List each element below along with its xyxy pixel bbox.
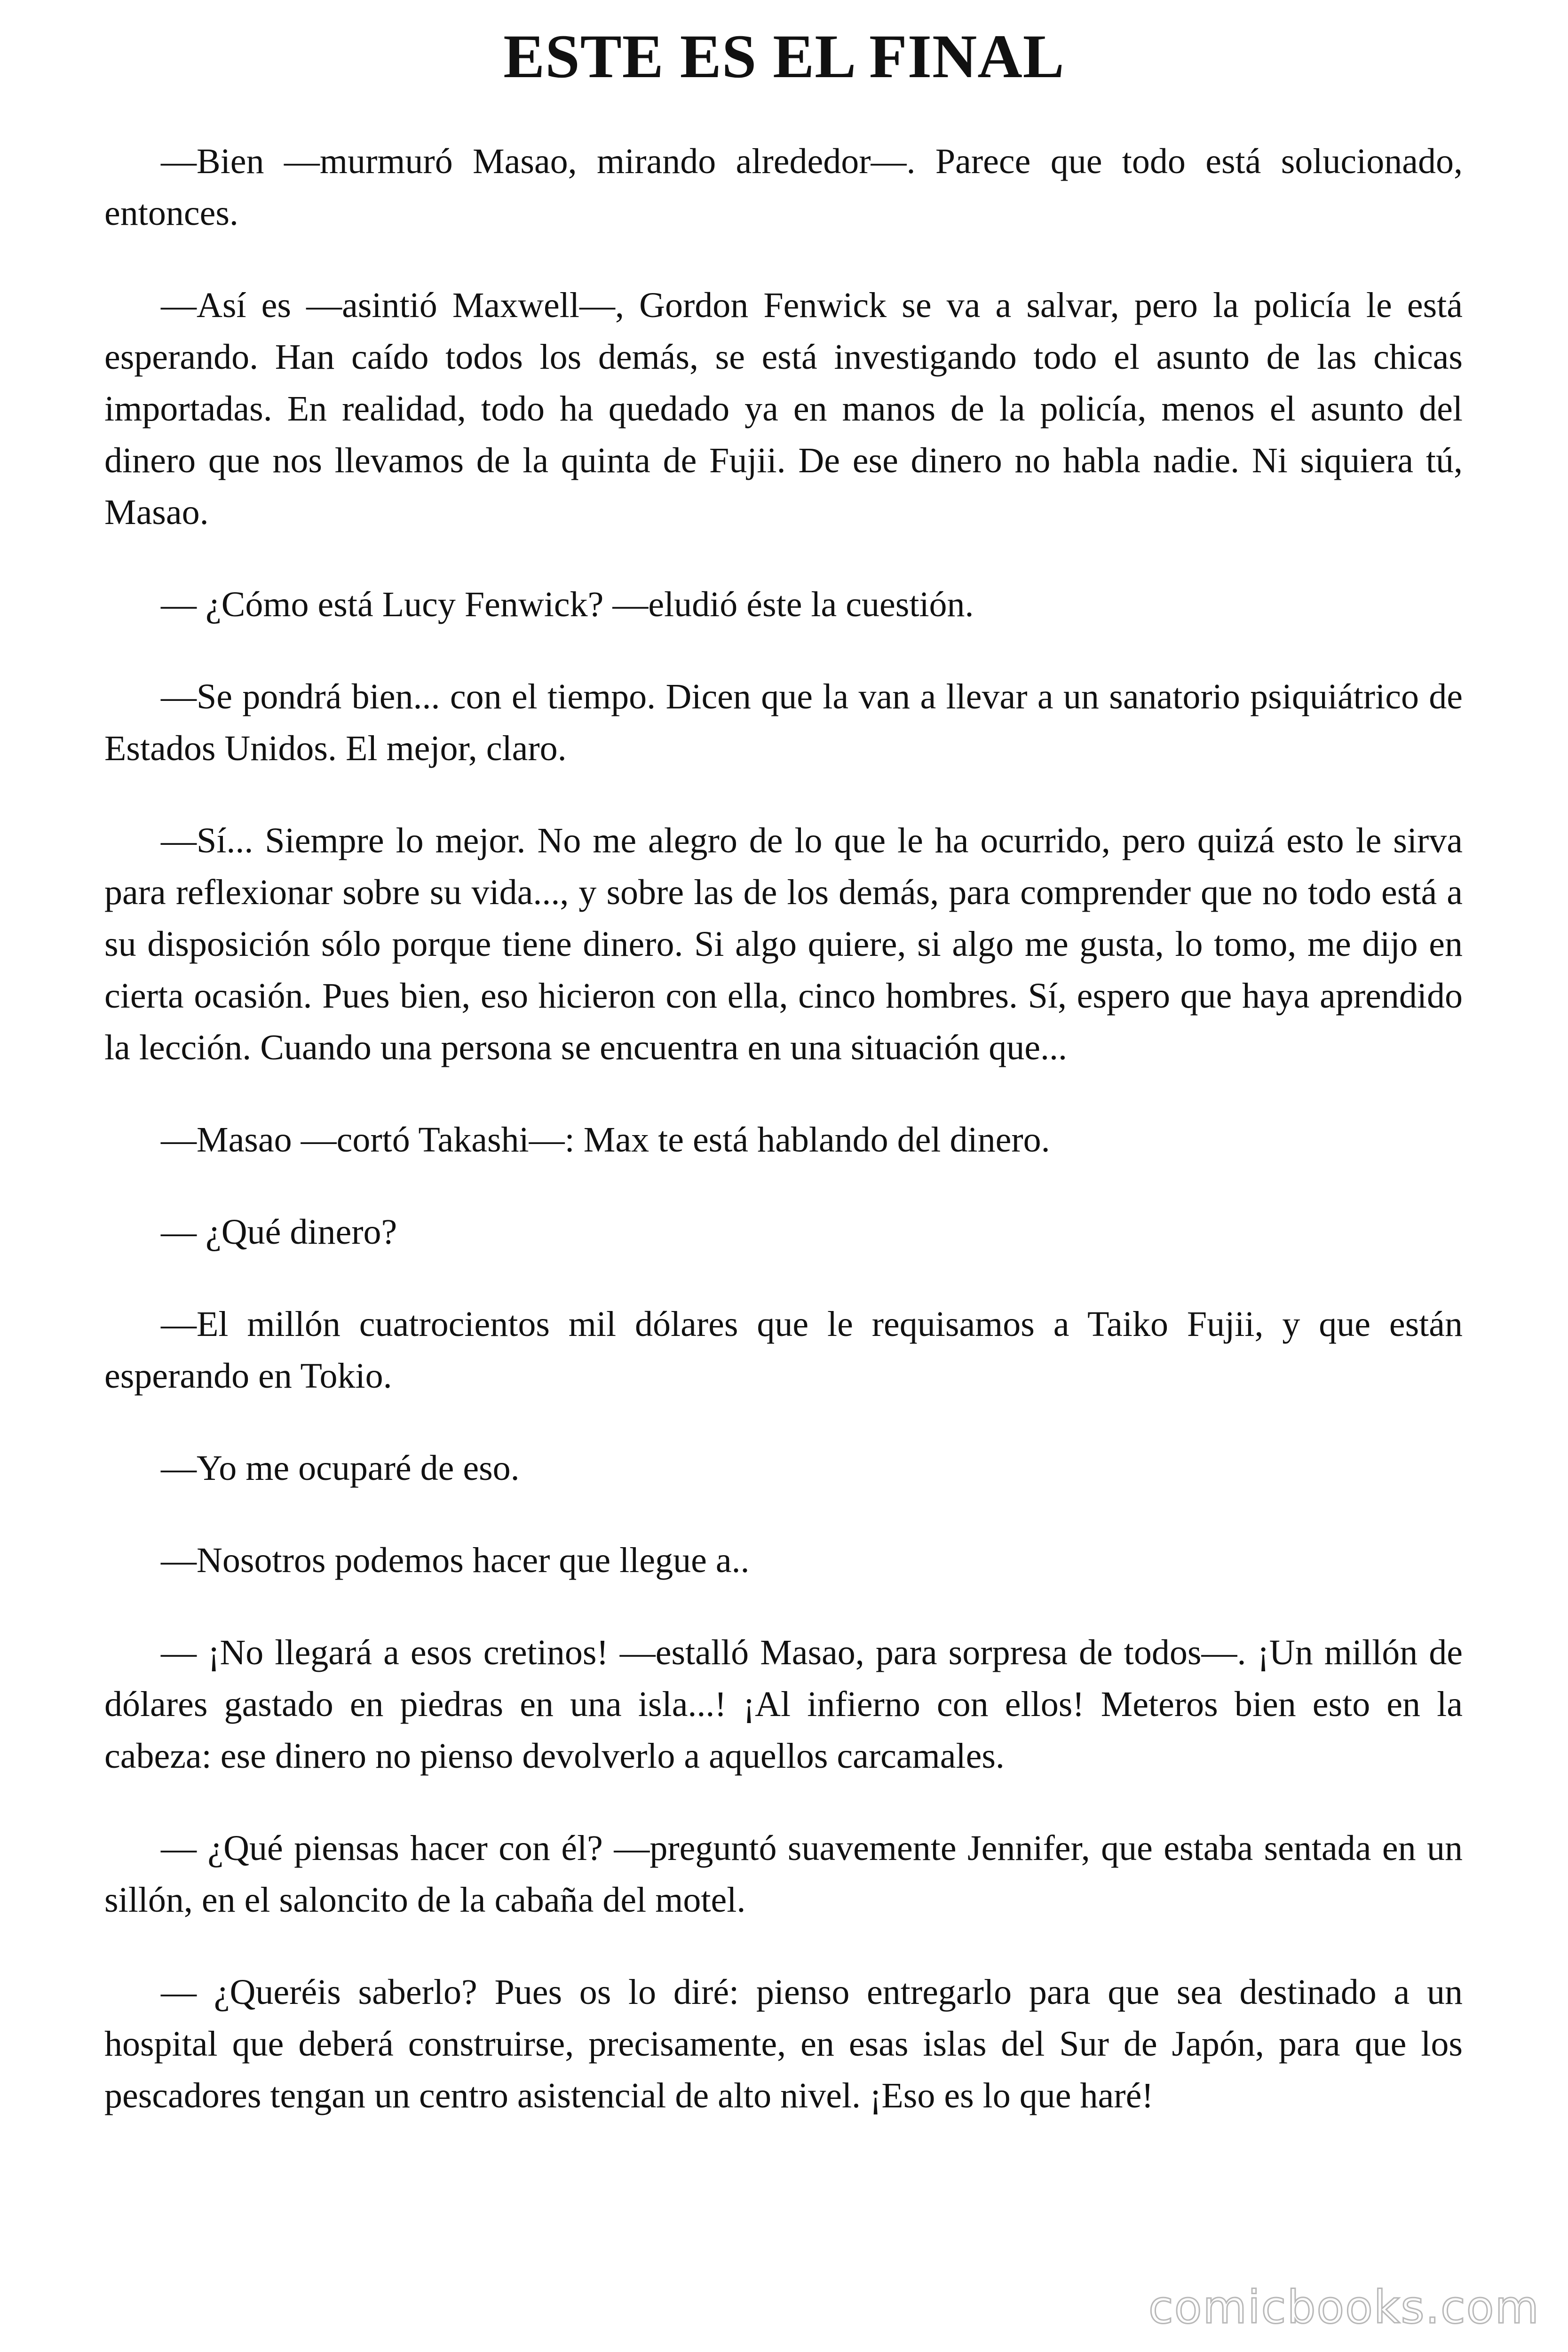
paragraph-11: — ¡No llegará a esos cretinos! —estalló Masao, para sorpresa de todos—. ¡Un millón de dólares gastado en piedras en una isla...! ¡Al infierno con ellos! Meteros bien esto en la cabeza: ese dinero no pienso devolverlo a aquellos carcamales. (104, 1633, 1463, 1776)
paragraph-2: —Así es —asintió Maxwell—, Gordon Fenwick se va a salvar, pero la policía le está esperando. Han caído todos los demás, se está investigando todo el asunto de las chicas importadas. En realidad, todo ha quedado ya en manos de la policía, menos el asunto del dinero que nos llevamos de la quinta de Fujii. De ese dinero no habla nadie. Ni siquiera tú, Masao. (104, 286, 1463, 532)
paragraph-5: —Sí... Siempre lo mejor. No me alegro de lo que le ha ocurrido, pero quizá esto le sirva para reflexionar sobre su vida..., y sobre las de los demás, para comprender que no todo está a su disposición sólo porque tiene dinero. Si algo quiere, si algo me gusta, lo tomo, me dijo en cierta ocasión. Pues bien, eso hicieron con ella, cinco hombres. Sí, espero que haya aprendido la lección. Cuando una persona se encuentra en una situación que... (104, 821, 1463, 1067)
paragraph-3: — ¿Cómo está Lucy Fenwick? —eludió éste la cuestión. (161, 585, 974, 624)
paragraph-4: —Se pondrá bien... con el tiempo. Dicen que la van a llevar a un sanatorio psiquiátrico de Estados Unidos. El mejor, claro. (104, 677, 1463, 768)
paragraph-12: — ¿Qué piensas hacer con él? —preguntó suavemente Jennifer, que estaba sentada en un sillón, en el saloncito de la cabaña del motel. (104, 1828, 1463, 1920)
paragraph-9: —Yo me ocuparé de eso. (161, 1448, 520, 1488)
watermark-logo: comicbooks.com (1148, 2281, 1540, 2334)
paragraph-6: —Masao —cortó Takashi—: Max te está hablando del dinero. (161, 1120, 1050, 1160)
paragraph-8: —El millón cuatrocientos mil dólares que le requisamos a Taiko Fujii, y que están esperando en Tokio. (104, 1304, 1463, 1396)
paragraph-7: — ¿Qué dinero? (161, 1212, 397, 1252)
chapter-body (104, 135, 1463, 2162)
paragraph-10: —Nosotros podemos hacer que llegue a.. (161, 1541, 750, 1580)
paragraph-13: — ¿Queréis saberlo? Pues os lo diré: pienso entregarlo para que sea destinado a un hospital que deberá construirse, precisamente, en esas islas del Sur de Japón, para que los pescadores tengan un centro asistencial de alto nivel. ¡Eso es lo que haré! (104, 1972, 1463, 2115)
paragraph-1: —Bien —murmuró Masao, mirando alrededor—. Parece que todo está solucionado, entonces. (104, 142, 1463, 233)
chapter-title: ESTE ES EL FINAL (503, 22, 1065, 91)
